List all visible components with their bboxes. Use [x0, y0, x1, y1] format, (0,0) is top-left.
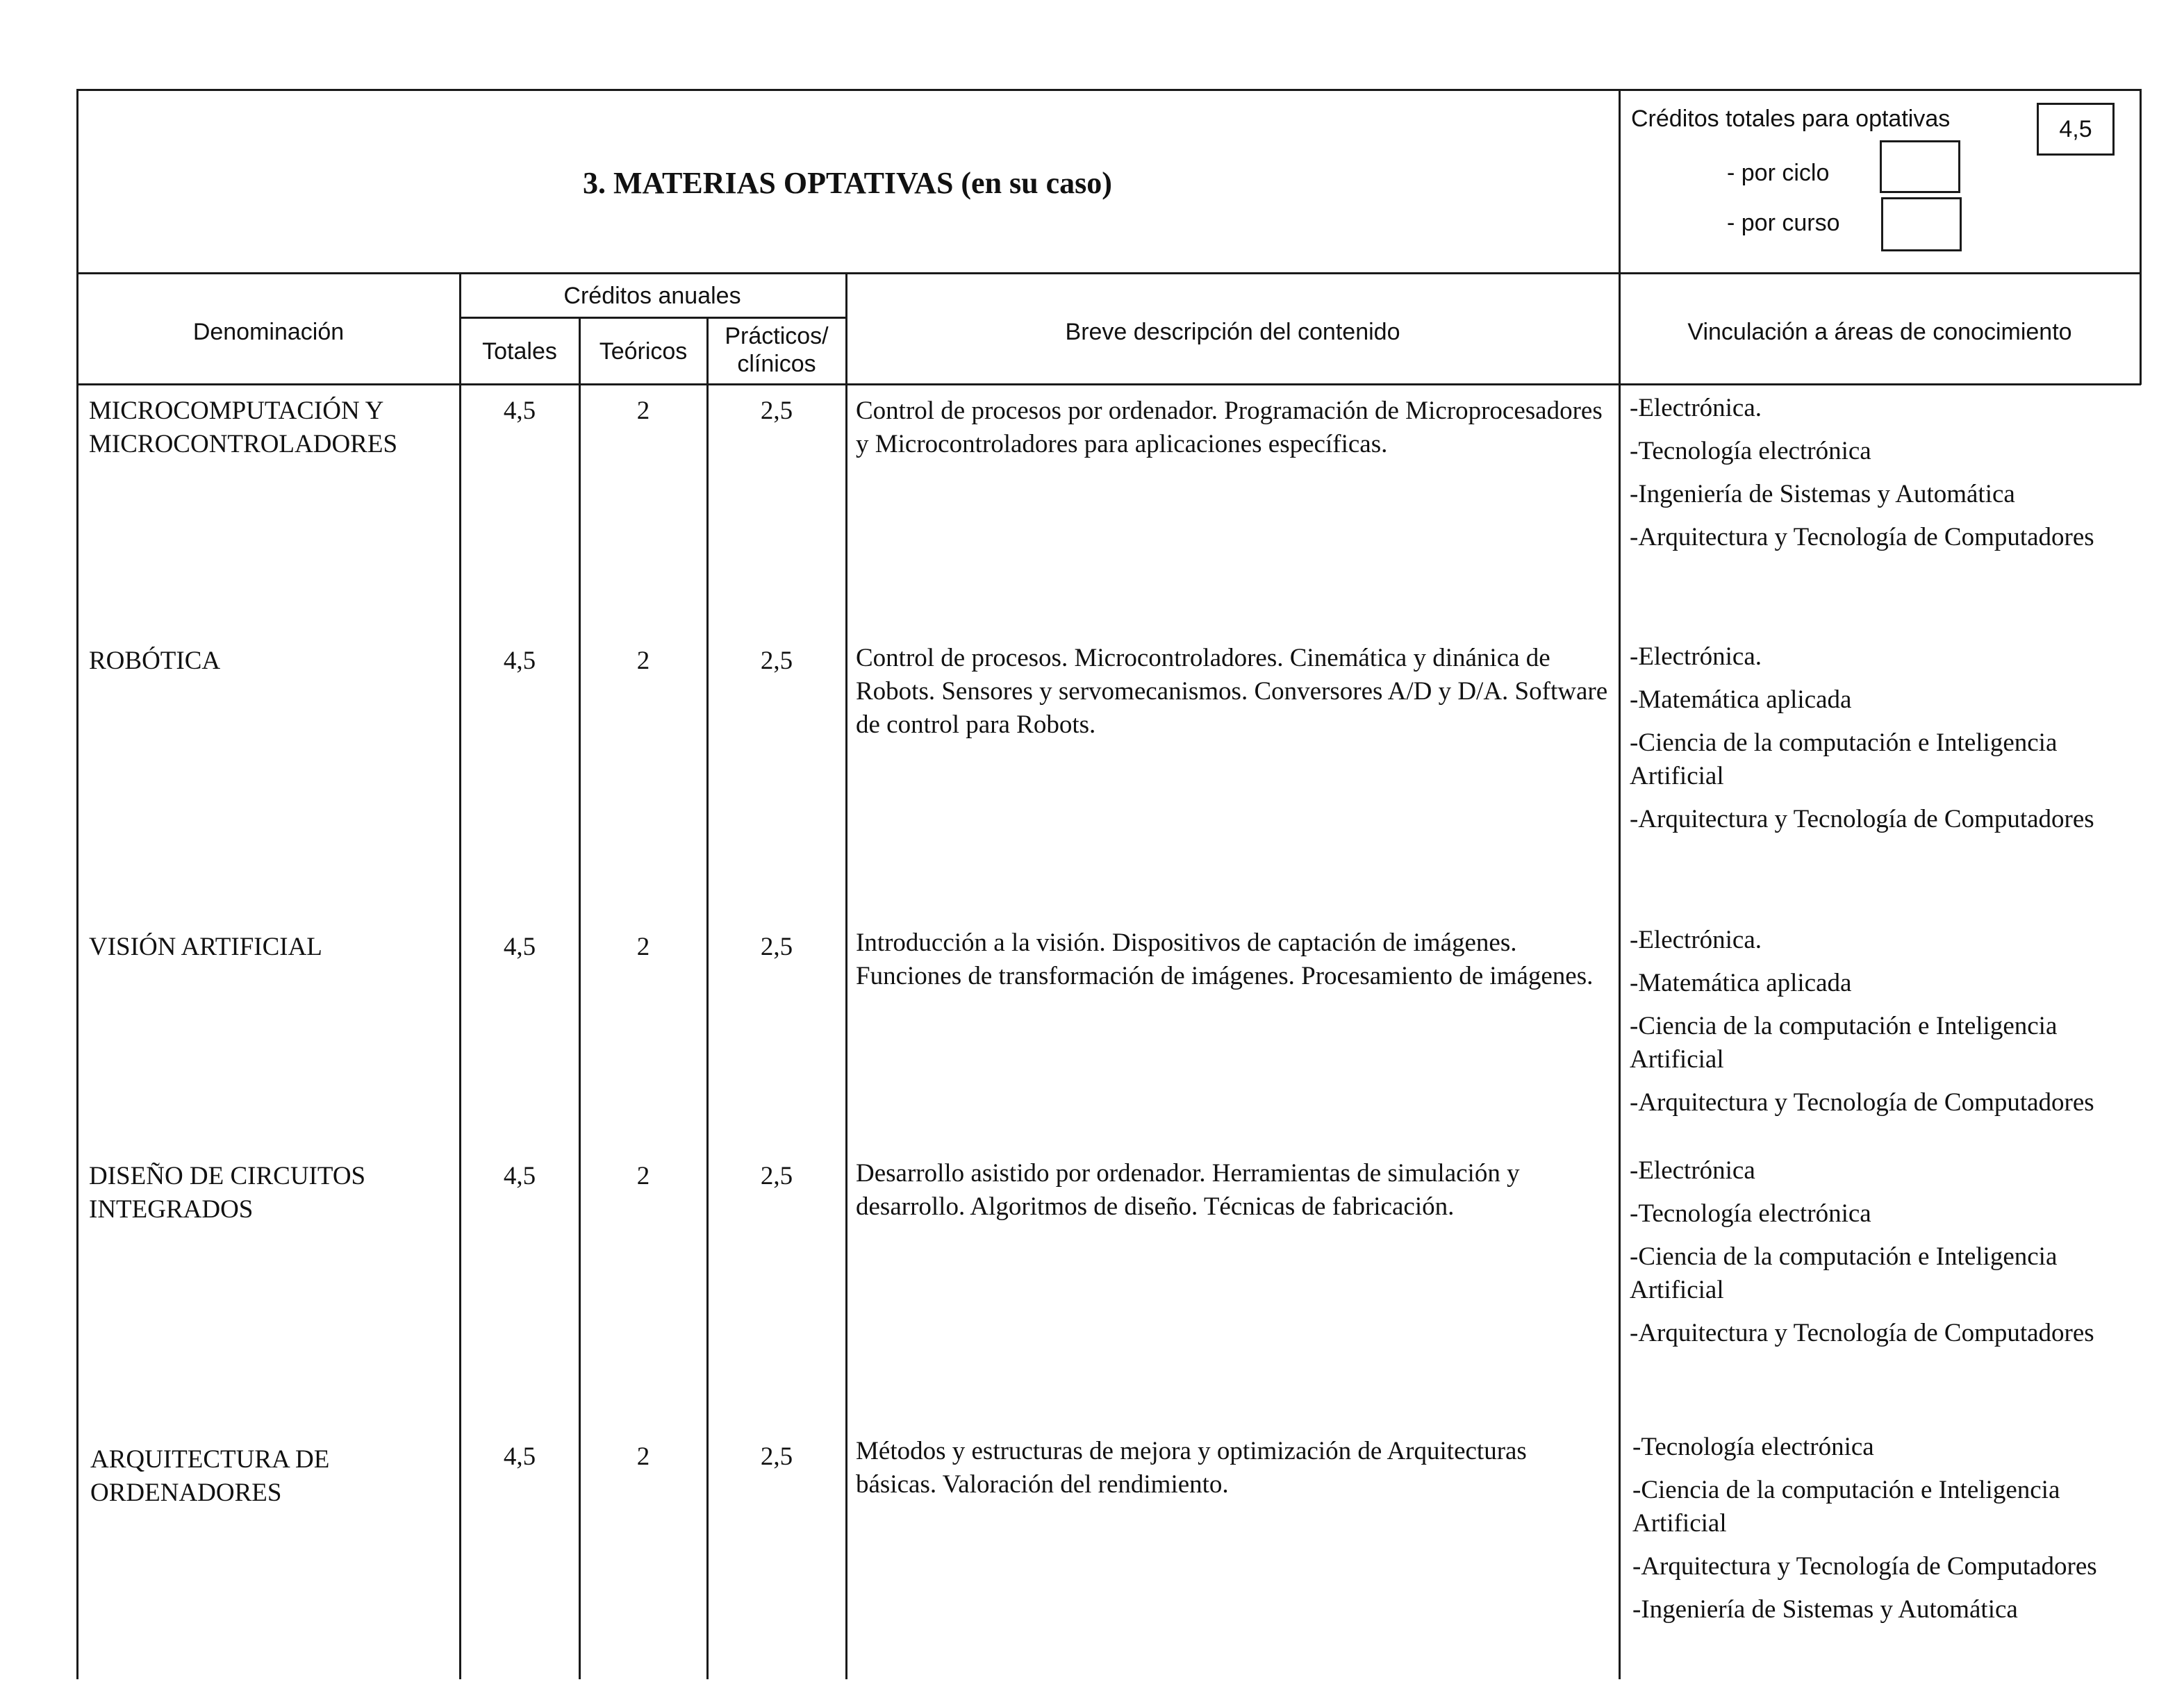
credits-practical: 2,5	[760, 933, 793, 961]
total-optional-credits-value: 4,5	[2059, 116, 2092, 142]
col-divider-practical	[845, 272, 847, 1679]
area-item: -Ciencia de la computación e Inteligencia Artificial	[1630, 1242, 2058, 1304]
section-title: 3. MATERIAS OPTATIVAS (en su caso)	[583, 166, 1112, 200]
total-optional-credits-label: Créditos totales para optativas	[1631, 106, 1951, 132]
header-credits-group: Créditos anuales	[563, 283, 741, 309]
subject-description: Introducción a la visión. Dispositivos de captación de imágenes. Funciones de transformación de imágenes. Procesamiento de imágenes.	[856, 929, 1594, 990]
header-total: Totales	[482, 338, 557, 365]
subject-name: ARQUITECTURA DE ORDENADORES	[90, 1445, 330, 1507]
area-item: -Ciencia de la computación e Inteligencia Artificial	[1632, 1476, 2060, 1538]
col-divider-theory	[706, 317, 709, 1679]
col-divider-total	[579, 317, 581, 1679]
area-item: -Electrónica.	[1630, 926, 1762, 954]
area-item: -Ciencia de la computación e Inteligencia Artificial	[1630, 1012, 2058, 1074]
credits-theory: 2	[636, 397, 650, 425]
header-name: Denominación	[192, 319, 345, 345]
area-item: -Electrónica	[1630, 1156, 1755, 1185]
column-header-bottom	[76, 383, 2141, 385]
area-item: -Tecnología electrónica	[1630, 437, 1871, 465]
area-item: -Ciencia de la computación e Inteligencia Artificial	[1630, 729, 2058, 790]
credits-theory: 2	[636, 933, 650, 961]
area-item: -Electrónica.	[1630, 394, 1762, 422]
area-item: -Arquitectura y Tecnología de Computadores	[1632, 1552, 2097, 1581]
area-item: -Arquitectura y Tecnología de Computadores	[1630, 805, 2094, 833]
area-item: -Arquitectura y Tecnología de Computadores	[1630, 1088, 2094, 1117]
credits-theory: 2	[636, 647, 650, 675]
knowledge-areas	[1630, 924, 2137, 1129]
area-item: -Ingeniería de Sistemas y Automática	[1632, 1595, 2018, 1624]
area-item: -Arquitectura y Tecnología de Computadores	[1630, 523, 2094, 551]
header-areas: Vinculación a áreas de conocimiento	[1687, 319, 2072, 345]
area-item: -Ingeniería de Sistemas y Automática	[1630, 480, 2015, 508]
table-top-border	[76, 89, 2141, 91]
area-item: -Matemática aplicada	[1630, 969, 1852, 997]
area-item: -Electrónica.	[1630, 642, 1762, 671]
per-course-box	[1881, 197, 1962, 251]
credits-total: 4,5	[503, 1442, 536, 1471]
header-divider	[76, 272, 2141, 274]
subject-description: Control de procesos. Microcontroladores. Cinemática y dinánica de Robots. Sensores y servomecanismos. Conversores A/D y D/A. Software de control para Robots.	[856, 644, 1608, 739]
header-theory: Teóricos	[599, 338, 688, 365]
area-item: -Tecnología electrónica	[1630, 1199, 1871, 1228]
header-practical: Prácticos/ clínicos	[725, 323, 829, 377]
subject-description: Control de procesos por ordenador. Programación de Microprocesadores y Microcontroladores para aplicaciones específicas.	[856, 397, 1603, 458]
table-right-border	[2140, 89, 2142, 385]
knowledge-areas	[1632, 1431, 2140, 1636]
header-description: Breve descripción del contenido	[1065, 319, 1400, 345]
credits-total: 4,5	[503, 647, 536, 675]
subject-name: MICROCOMPUTACIÓN Y MICROCONTROLADORES	[89, 397, 398, 458]
per-cycle-label: - por ciclo	[1727, 160, 1830, 186]
per-course-label: - por curso	[1727, 210, 1840, 236]
credits-total: 4,5	[503, 1162, 536, 1190]
area-item: -Matemática aplicada	[1630, 685, 1852, 714]
credits-total: 4,5	[503, 933, 536, 961]
knowledge-areas	[1630, 640, 2137, 846]
credits-practical: 2,5	[760, 1162, 793, 1190]
subject-name: DISEÑO DE CIRCUITOS INTEGRADOS	[89, 1162, 366, 1224]
knowledge-areas	[1630, 1154, 2137, 1360]
credits-subheader-divider	[459, 317, 845, 319]
credits-practical: 2,5	[760, 397, 793, 425]
subject-description: Métodos y estructuras de mejora y optimización de Arquitecturas básicas. Valoración del rendimiento.	[856, 1437, 1527, 1499]
total-optional-credits-box	[2037, 103, 2115, 156]
area-item: -Tecnología electrónica	[1632, 1433, 1874, 1461]
credits-theory: 2	[636, 1442, 650, 1471]
area-item: -Arquitectura y Tecnología de Computadores	[1630, 1319, 2094, 1347]
credits-total: 4,5	[503, 397, 536, 425]
subject-name: VISIÓN ARTIFICIAL	[89, 933, 322, 961]
knowledge-areas	[1630, 392, 2137, 564]
subject-name: ROBÓTICA	[89, 647, 221, 675]
credits-practical: 2,5	[760, 1442, 793, 1471]
credits-practical: 2,5	[760, 647, 793, 675]
per-cycle-box	[1880, 140, 1960, 193]
subject-description: Desarrollo asistido por ordenador. Herramientas de simulación y desarrollo. Algoritmos de diseño. Técnicas de fabricación.	[856, 1159, 1520, 1221]
credits-theory: 2	[636, 1162, 650, 1190]
